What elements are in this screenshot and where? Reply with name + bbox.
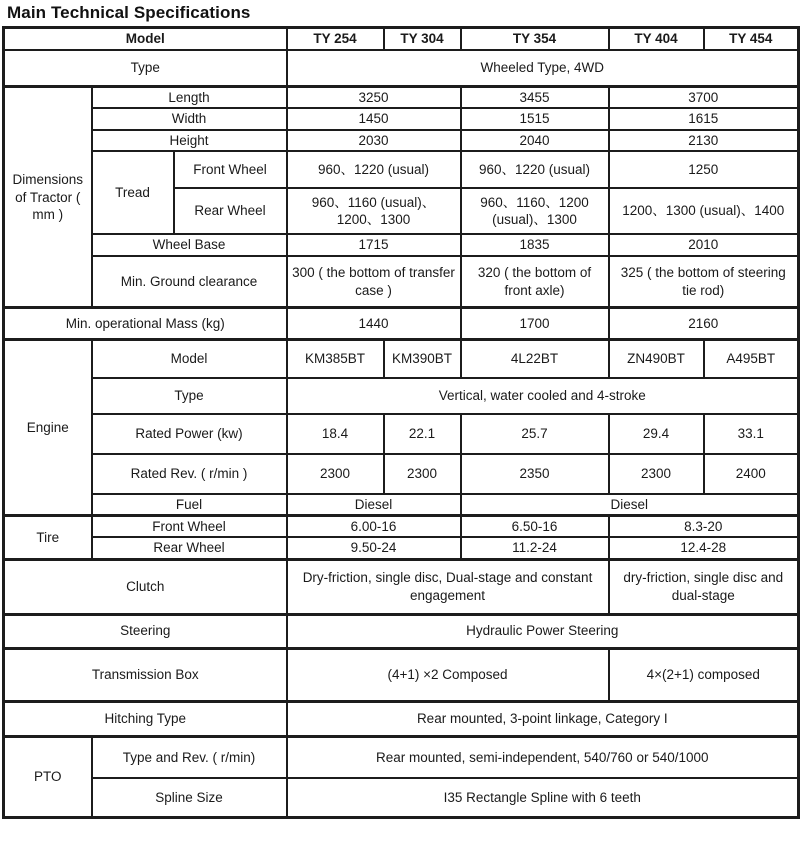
min-ground-clearance-value-2: 325 ( the bottom of steering tie rod) bbox=[609, 256, 799, 308]
clutch-value-1: dry-friction, single disc and dual-stage bbox=[609, 559, 799, 614]
rated-rev-value-3: 2300 bbox=[609, 454, 704, 494]
tire-label: Tire bbox=[4, 516, 92, 560]
rated-power-value-2: 25.7 bbox=[461, 414, 609, 454]
wheel-base-value-0: 1715 bbox=[287, 234, 461, 256]
tire-rear-wheel-value-1: 11.2-24 bbox=[461, 537, 609, 559]
tire-front-wheel-value-0: 6.00-16 bbox=[287, 516, 461, 538]
tire-rear-wheel-value-0: 9.50-24 bbox=[287, 537, 461, 559]
header-col-ty404: TY 404 bbox=[609, 28, 704, 50]
transmission-box-value-0: (4+1) ×2 Composed bbox=[287, 648, 609, 701]
header-col-ty454: TY 454 bbox=[704, 28, 799, 50]
rated-rev-value-0: 2300 bbox=[287, 454, 384, 494]
tread-front-wheel-value-1: 960、1220 (usual) bbox=[461, 151, 609, 188]
tread-front-wheel-label: Front Wheel bbox=[174, 151, 287, 188]
tire-front-wheel-value-1: 6.50-16 bbox=[461, 516, 609, 538]
rated-power-value-1: 22.1 bbox=[384, 414, 461, 454]
engine-model-value-3: ZN490BT bbox=[609, 340, 704, 378]
rated-power-value-3: 29.4 bbox=[609, 414, 704, 454]
row-clutch bbox=[4, 559, 799, 614]
min-operational-mass-value-2: 2160 bbox=[609, 308, 799, 340]
height-value-2: 2130 bbox=[609, 130, 799, 151]
tire-front-wheel-label: Front Wheel bbox=[92, 516, 287, 538]
row-height bbox=[4, 130, 799, 151]
row-fuel bbox=[4, 494, 799, 516]
fuel-value-1: Diesel bbox=[461, 494, 799, 516]
tire-rear-wheel-label: Rear Wheel bbox=[92, 537, 287, 559]
min-operational-mass-value-0: 1440 bbox=[287, 308, 461, 340]
length-value-1: 3455 bbox=[461, 87, 609, 109]
engine-model-value-1: KM390BT bbox=[384, 340, 461, 378]
rated-power-value-0: 18.4 bbox=[287, 414, 384, 454]
tread-label: Tread bbox=[92, 151, 174, 234]
wheel-base-label: Wheel Base bbox=[92, 234, 287, 256]
pto-spline-size-value: I35 Rectangle Spline with 6 teeth bbox=[287, 778, 799, 817]
row-engine-type bbox=[4, 378, 799, 414]
width-value-2: 1615 bbox=[609, 108, 799, 129]
fuel-label: Fuel bbox=[92, 494, 287, 516]
length-value-0: 3250 bbox=[287, 87, 461, 109]
wheel-base-value-1: 1835 bbox=[461, 234, 609, 256]
tread-front-wheel-value-0: 960、1220 (usual) bbox=[287, 151, 461, 188]
steering-value: Hydraulic Power Steering bbox=[287, 614, 799, 648]
length-label: Length bbox=[92, 87, 287, 109]
pto-type-and-rev-label: Type and Rev. ( r/min) bbox=[92, 736, 287, 778]
engine-model-value-0: KM385BT bbox=[287, 340, 384, 378]
row-min-operational-mass bbox=[4, 308, 799, 340]
width-value-0: 1450 bbox=[287, 108, 461, 129]
min-ground-clearance-value-0: 300 ( the bottom of transfer case ) bbox=[287, 256, 461, 308]
tread-rear-wheel-value-2: 1200、1300 (usual)、1400 bbox=[609, 188, 799, 234]
transmission-box-value-1: 4×(2+1) composed bbox=[609, 648, 799, 701]
length-value-2: 3700 bbox=[609, 87, 799, 109]
row-engine-model bbox=[4, 340, 799, 378]
row-wheel-base bbox=[4, 234, 799, 256]
header-col-ty304: TY 304 bbox=[384, 28, 461, 50]
dimensions-label: Dimensions of Tractor ( mm ) bbox=[4, 87, 92, 308]
engine-model-value-4: A495BT bbox=[704, 340, 799, 378]
spec-table bbox=[2, 26, 800, 819]
hitching-type-value: Rear mounted, 3-point linkage, Category I bbox=[287, 701, 799, 736]
header-col-ty254: TY 254 bbox=[287, 28, 384, 50]
row-hitching-type bbox=[4, 701, 799, 736]
row-rated-power bbox=[4, 414, 799, 454]
clutch-label: Clutch bbox=[4, 559, 287, 614]
header-model-label: Model bbox=[4, 28, 287, 50]
row-type bbox=[4, 50, 799, 87]
hitching-type-label: Hitching Type bbox=[4, 701, 287, 736]
row-pto-type-and-rev bbox=[4, 736, 799, 778]
pto-type-and-rev-value: Rear mounted, semi-independent, 540/760 or 540/1000 bbox=[287, 736, 799, 778]
rated-rev-label: Rated Rev. ( r/min ) bbox=[92, 454, 287, 494]
tread-rear-wheel-value-1: 960、1160、1200 (usual)、1300 bbox=[461, 188, 609, 234]
engine-type-label: Type bbox=[92, 378, 287, 414]
fuel-value-0: Diesel bbox=[287, 494, 461, 516]
tread-front-wheel-value-2: 1250 bbox=[609, 151, 799, 188]
row-tread-front-wheel bbox=[4, 151, 799, 188]
type-label: Type bbox=[4, 50, 287, 87]
type-value: Wheeled Type, 4WD bbox=[287, 50, 799, 87]
height-value-1: 2040 bbox=[461, 130, 609, 151]
page-title: Main Technical Specifications bbox=[7, 3, 251, 22]
header-col-ty354: TY 354 bbox=[461, 28, 609, 50]
engine-model-value-2: 4L22BT bbox=[461, 340, 609, 378]
rated-power-label: Rated Power (kw) bbox=[92, 414, 287, 454]
min-operational-mass-label: Min. operational Mass (kg) bbox=[4, 308, 287, 340]
min-ground-clearance-label: Min. Ground clearance bbox=[92, 256, 287, 308]
tread-rear-wheel-value-0: 960、1160 (usual)、1200、1300 bbox=[287, 188, 461, 234]
width-value-1: 1515 bbox=[461, 108, 609, 129]
row-tire-rear-wheel bbox=[4, 537, 799, 559]
steering-label: Steering bbox=[4, 614, 287, 648]
row-tire-front-wheel bbox=[4, 516, 799, 538]
width-label: Width bbox=[92, 108, 287, 129]
tread-rear-wheel-label: Rear Wheel bbox=[174, 188, 287, 234]
row-pto-spline-size bbox=[4, 778, 799, 817]
pto-spline-size-label: Spline Size bbox=[92, 778, 287, 817]
engine-model-label: Model bbox=[92, 340, 287, 378]
rated-rev-value-1: 2300 bbox=[384, 454, 461, 494]
height-label: Height bbox=[92, 130, 287, 151]
tire-front-wheel-value-2: 8.3-20 bbox=[609, 516, 799, 538]
engine-type-value: Vertical, water cooled and 4-stroke bbox=[287, 378, 799, 414]
tire-rear-wheel-value-2: 12.4-28 bbox=[609, 537, 799, 559]
min-operational-mass-value-1: 1700 bbox=[461, 308, 609, 340]
row-steering bbox=[4, 614, 799, 648]
row-width bbox=[4, 108, 799, 129]
rated-power-value-4: 33.1 bbox=[704, 414, 799, 454]
row-min-ground-clearance bbox=[4, 256, 799, 308]
rated-rev-value-2: 2350 bbox=[461, 454, 609, 494]
pto-label: PTO bbox=[4, 736, 92, 817]
min-ground-clearance-value-1: 320 ( the bottom of front axle) bbox=[461, 256, 609, 308]
clutch-value-0: Dry-friction, single disc, Dual-stage and constant engagement bbox=[287, 559, 609, 614]
wheel-base-value-2: 2010 bbox=[609, 234, 799, 256]
engine-label: Engine bbox=[4, 340, 92, 516]
transmission-box-label: Transmission Box bbox=[4, 648, 287, 701]
row-rated-rev bbox=[4, 454, 799, 494]
row-length bbox=[4, 87, 799, 109]
height-value-0: 2030 bbox=[287, 130, 461, 151]
rated-rev-value-4: 2400 bbox=[704, 454, 799, 494]
row-transmission-box bbox=[4, 648, 799, 701]
row-header bbox=[4, 28, 799, 50]
